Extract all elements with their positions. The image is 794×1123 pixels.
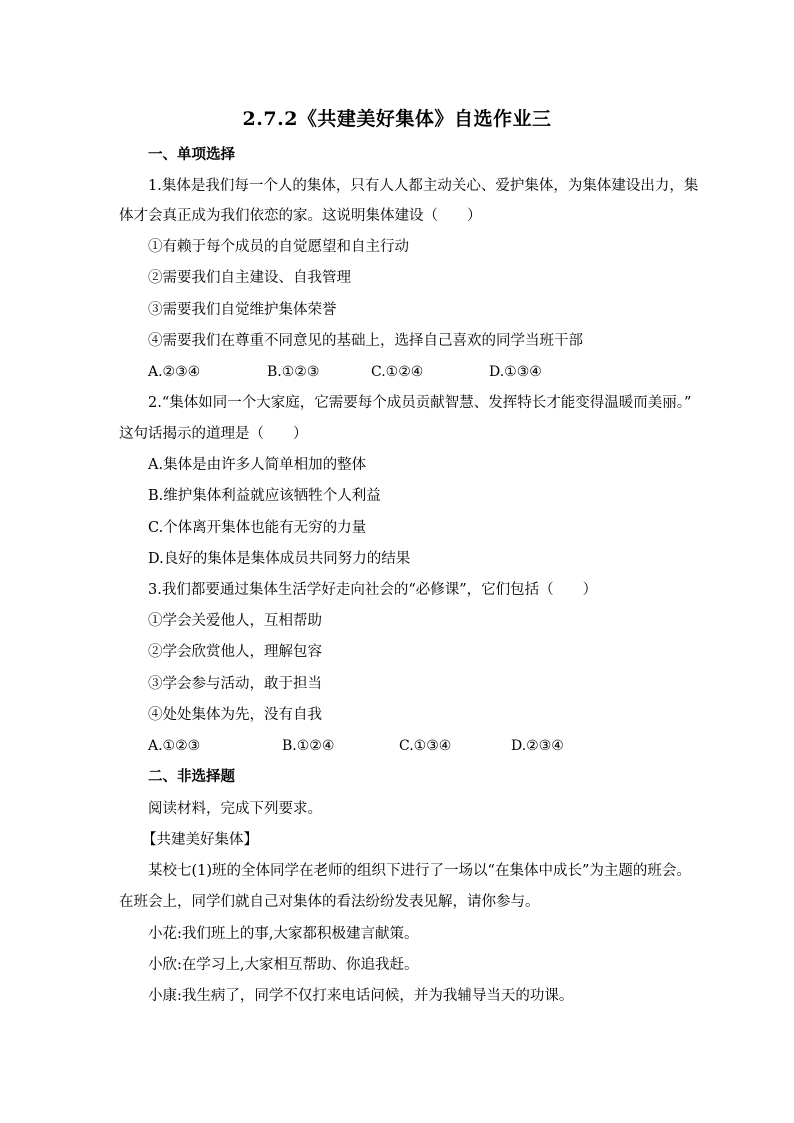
question-1-text: 1.集体是我们每一个人的集体，只有人人都主动关心、爱护集体，为集体建设出力，集 <box>148 178 699 194</box>
question-1-text-cont: 体才会真正成为我们依恋的家。这说明集体建设（ ） <box>119 208 482 224</box>
speaker-line: 小欣:在学习上,大家相互帮助、你追我赶。 <box>148 957 419 973</box>
question-3-item: ①学会关爱他人，互相帮助 <box>148 613 322 629</box>
question-3-item: ④处处集体为先，没有自我 <box>148 707 322 723</box>
document-title: 2.7.2《共建美好集体》自选作业三 <box>242 108 552 130</box>
question-1-item: ③需要我们自觉维护集体荣誉 <box>148 302 337 318</box>
question-3-options <box>148 736 668 756</box>
question-1-item: ②需要我们自主建设、自我管理 <box>148 270 351 286</box>
question-2-text: 2.“集体如同一个大家庭，它需要每个成员贡献智慧、发挥特长才能变得温暖而美丽。” <box>148 395 692 411</box>
section-heading-non-choice: 二、非选择题 <box>148 768 235 785</box>
instruction-text: 阅读材料，完成下列要求。 <box>148 801 322 817</box>
option-d: D.②③④ <box>511 738 564 754</box>
material-text: 某校七(1)班的全体同学在老师的组织下进行了一场以“在集体中成长”为主题的班会。 <box>148 863 691 879</box>
question-3-item: ②学会欣赏他人，理解包容 <box>148 644 322 660</box>
option-c: C.①②④ <box>371 364 424 380</box>
speaker-line: 小康:我生病了，同学不仅打来电话问候，并为我辅导当天的功课。 <box>148 988 574 1004</box>
option-d: D.①③④ <box>489 364 542 380</box>
question-1-item: ①有赖于每个成员的自觉愿望和自主行动 <box>148 239 409 255</box>
option-b: B.①②④ <box>282 738 335 754</box>
question-3-item: ③学会参与活动，敢于担当 <box>148 676 322 692</box>
question-2-option-a: A.集体是由许多人简单相加的整体 <box>148 457 367 473</box>
material-title: 【共建美好集体】 <box>142 832 258 848</box>
section-heading-single-choice: 一、单项选择 <box>148 146 235 163</box>
question-2-option-b: B.维护集体利益就应该牺牲个人利益 <box>148 488 381 504</box>
question-1-options <box>148 362 648 382</box>
material-text-cont: 在班会上，同学们就自己对集体的看法纷纷发表见解，请你参与。 <box>119 894 540 910</box>
question-2-option-d: D.良好的集体是集体成员共同努力的结果 <box>148 551 411 567</box>
option-b: B.①②③ <box>267 364 320 380</box>
question-2-text-cont: 这句话揭示的道理是（ ） <box>119 426 308 442</box>
question-2-option-c: C.个体离开集体也能有无穷的力量 <box>148 520 367 536</box>
question-3-text: 3.我们都要通过集体生活学好走向社会的“必修课”，它们包括（ ） <box>148 582 598 598</box>
option-a: A.②③④ <box>148 364 201 380</box>
option-c: C.①③④ <box>399 738 452 754</box>
speaker-line: 小花:我们班上的事,大家都积极建言献策。 <box>148 926 419 942</box>
question-1-item: ④需要我们在尊重不同意见的基础上，选择自己喜欢的同学当班干部 <box>148 333 583 349</box>
option-a: A.①②③ <box>148 738 201 754</box>
